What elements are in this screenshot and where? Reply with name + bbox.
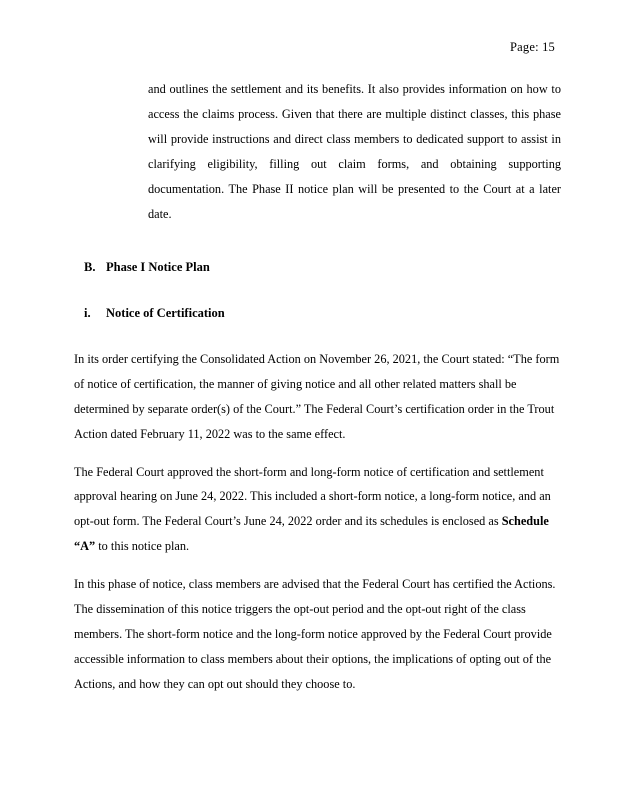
paragraph-text: The Federal Court approved the short-form and long-form notice of certification and settlement approval hearing on June 24, 2022. This included a short-form notice, a long-form notice, and an opt-out form. The Federal Court’s June 24, 2022 order and its schedules is enclosed as bbox=[74, 464, 551, 529]
heading-phase-i-notice-plan bbox=[84, 257, 561, 277]
paragraph-text: In its order certifying the Consolidated Action on November 26, 2021, the Court stated: “The form of notice of certification, the manner of giving notice and all other related matters shall be determined by separate order(s) of the Court.” The Federal Court’s certification order in the Trout Action dated February 11, 2022 was to the same effect. bbox=[74, 351, 560, 441]
paragraph-approval-hearing bbox=[74, 460, 561, 560]
heading-marker: B. bbox=[84, 259, 96, 274]
heading-text: Phase I Notice Plan bbox=[106, 259, 210, 274]
heading-notice-of-certification bbox=[84, 303, 561, 323]
paragraph-text: In this phase of notice, class members are advised that the Federal Court has certified the Actions. The dissemination of this notice triggers the opt-out period and the opt-out right of the class members. The short-form notice and the long-form notice approved by the Federal Court provide accessible information to class members about their options, the implications of opting out of the Actions, and how they can opt out should they choose to. bbox=[74, 577, 556, 692]
paragraph-certification-order bbox=[74, 347, 561, 447]
continued-paragraph: and outlines the settlement and its benefits. It also provides information on how to access the claims process. Given that there are multiple distinct classes, this phase will provide instructions and direct class members to dedicated support to assist in clarifying eligibility, filling out claim forms, and obtaining supporting documentation. The Phase II notice plan will be presented to the Court at a later date. bbox=[148, 82, 561, 221]
heading-text: Notice of Certification bbox=[106, 305, 225, 320]
heading-marker: i. bbox=[84, 305, 91, 320]
paragraph-opt-out-rights bbox=[74, 572, 561, 697]
emphasis-text: Schedule “A” bbox=[74, 514, 549, 554]
page-number: Page: 15 bbox=[510, 40, 555, 54]
paragraph-text: to this notice plan. bbox=[95, 539, 190, 554]
